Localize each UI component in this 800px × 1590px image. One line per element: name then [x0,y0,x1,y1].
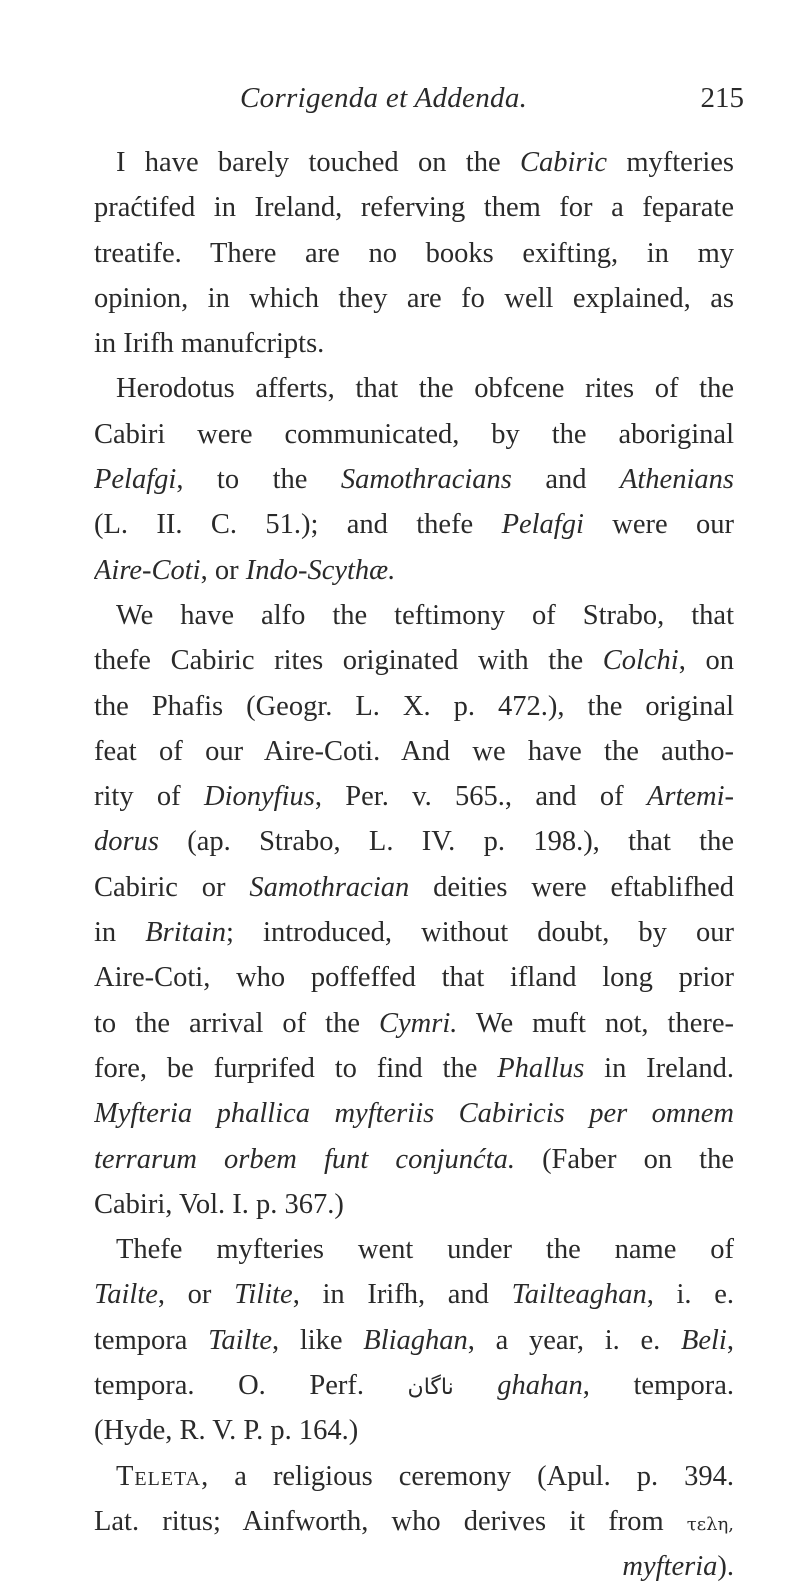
italic-run: Myfteria phallica myfteriis Cabiricis per omnem [94,1098,734,1130]
text-line [94,774,734,819]
text-line [94,955,734,1000]
italic-run: Britain [145,917,227,949]
text-run: , a year, i. e. [467,1324,681,1356]
text-run: , like [271,1324,364,1356]
text-run: thefe Cabiric rites originated with the [94,645,603,677]
italic-run: myfteria [622,1551,718,1583]
text-run: myfteries [607,147,734,178]
text-line [94,457,734,502]
italic-run: Samothracian [249,871,410,903]
text-run: , i. e. [646,1279,734,1311]
italic-run: Tailte [208,1324,272,1356]
text-line [94,321,734,366]
page-number: 215 [700,82,744,114]
italic-run: Pelafgi [501,509,584,541]
italic-run: ghahan [497,1370,583,1402]
body-text [94,140,734,1590]
text-run: (Hyde, R. V. P. p. 164.) [94,1415,359,1447]
italic-run: terrarum orbem funt conjunćta. [94,1143,515,1175]
text-line [94,1001,734,1046]
text-run: , tempora. [582,1370,734,1402]
text-line [94,729,734,774]
text-run: (ap. Strabo, L. IV. p. 198.), that the [158,826,734,858]
running-header [0,82,800,122]
text-run: , a religious ceremony (Apul. p. 394. [201,1460,734,1492]
greek-run: τελη, [686,1513,734,1535]
sc-run: Teleta [116,1460,202,1492]
text-line [94,366,734,411]
text-line [94,1544,734,1589]
text-line [94,1408,734,1453]
text-line [94,1227,734,1272]
text-run: (Faber on the [514,1143,734,1175]
text-run: opinion, in which they are fo well explained, as [94,282,734,314]
arabic-run: ناگان [407,1375,454,1401]
text-line [94,140,734,185]
italic-run: Tailte [94,1279,158,1311]
italic-run: Aire-Coti [94,554,201,586]
text-run: Aire-Coti, who poffeffed that ifland long prior [94,962,734,994]
text-run: , Per. v. 565., and of [314,781,647,813]
text-line [94,638,734,683]
text-run: tempora [94,1324,209,1356]
text-run: feat of our Aire-Coti. And we have the autho- [94,735,734,767]
text-run: treatife. There are no books exifting, in my [94,237,734,269]
text-line [94,1363,734,1408]
text-run: Herodotus afferts, that the obfcene rites of the [116,373,734,405]
text-line [94,819,734,864]
text-line [94,910,734,955]
text-run: fore, be furprifed to find the [94,1052,498,1084]
text-run: to the arrival of the [94,1007,379,1039]
text-line [94,276,734,321]
italic-run: Artemi- [646,781,734,813]
text-line [94,1046,734,1091]
text-line [94,502,734,547]
running-title: Corrigenda et Addenda. [240,82,528,114]
text-run: , or [157,1279,235,1311]
text-line [94,1499,734,1544]
text-run: Cabiri were communicated, by the aboriginal [94,418,734,450]
italic-run: Pelafgi [94,464,177,496]
text-run: , [726,1324,734,1356]
text-run: , on [678,645,734,677]
text-run: in [94,917,146,949]
italic-run: Colchi [602,645,679,677]
text-line [94,231,734,276]
text-line [94,1454,734,1499]
italic-run: Samothracians [340,464,512,496]
text-run: praćtifed in Ireland, referving them for a feparate [94,192,734,224]
italic-run: Dionyfius [204,781,315,813]
text-run: , to the [176,464,341,496]
text-run: and [511,464,620,496]
text-line [94,1091,734,1136]
text-run: rity of [94,781,204,813]
text-run: Cabiric or [94,871,250,903]
text-line [94,185,734,230]
text-run [454,1370,498,1401]
text-run: (L. II. C. 51.); and thefe [94,509,502,541]
text-line [94,593,734,638]
text-run: We muft not, there- [457,1007,734,1039]
italic-run: Cymri. [378,1007,458,1039]
text-run: Thefe myfteries went under the name of [116,1234,734,1266]
text-run: in Ireland. [584,1052,734,1084]
text-run: deities were eftablifhed [409,871,734,903]
text-run: Lat. ritus; Ainfworth, who derives it from [94,1505,687,1537]
text-run: in Irifh manufcripts. [94,328,325,360]
italic-run: Tailteaghan [511,1279,647,1311]
text-run: the Phafis (Geogr. L. X. p. 472.), the original [94,690,734,722]
italic-run: Phallus [497,1052,585,1084]
text-run: tempora. O. Perf. [94,1370,408,1402]
text-line [94,1182,734,1227]
text-run: were our [583,509,734,541]
text-line [94,865,734,910]
text-line [94,412,734,457]
text-run: ; introduced, without doubt, by our [226,917,734,949]
italic-run: Athenians [619,464,734,496]
text-run: Cabiri, Vol. I. p. 367.) [94,1188,344,1220]
italic-run: Cabiric [519,147,608,178]
italic-run: Bliaghan [363,1324,468,1356]
italic-run: dorus [94,826,159,858]
italic-run: Tilite [234,1279,293,1311]
text-line [94,1272,734,1317]
text-run: ). [717,1551,734,1583]
italic-run: Indo-Scythæ. [245,554,396,586]
text-run: We have alfo the teftimony of Strabo, that [116,599,734,631]
text-run: , or [200,554,246,586]
text-run: , in Irifh, and [292,1279,512,1311]
text-line [94,548,734,593]
text-line [94,1318,734,1363]
italic-run: Beli [680,1324,727,1356]
text-line [94,684,734,729]
text-line [94,1137,734,1182]
text-run: I have barely touched on the [116,147,520,178]
